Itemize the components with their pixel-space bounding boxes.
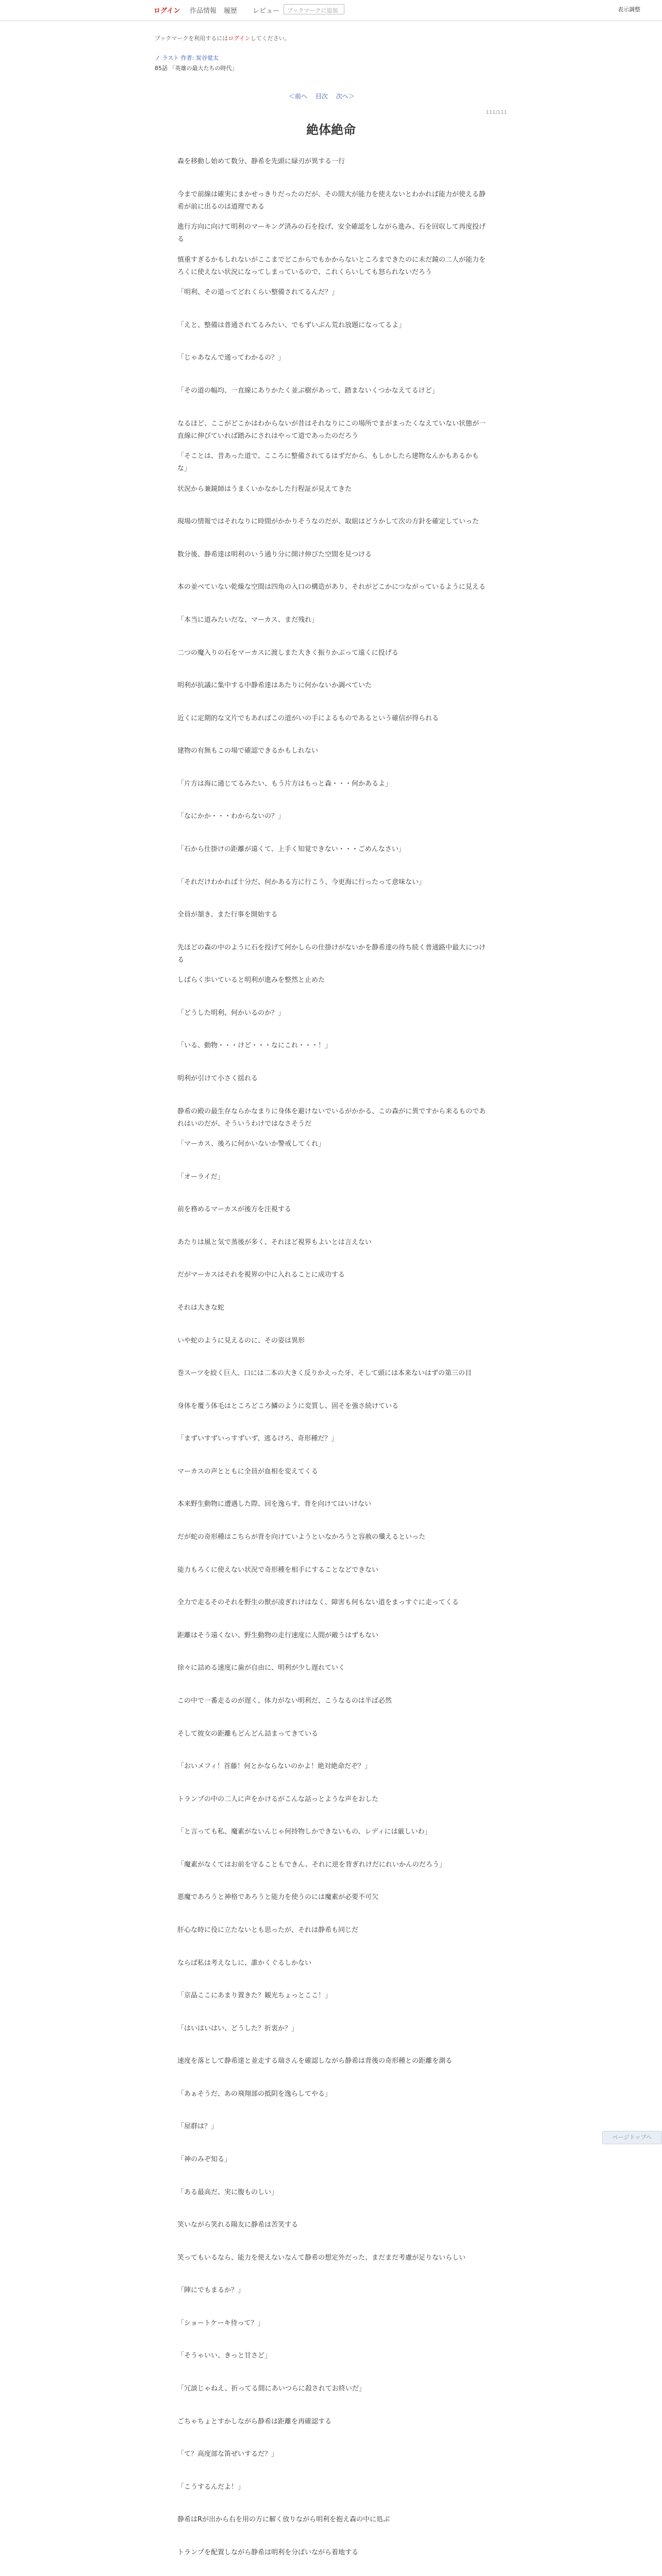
paragraph: 現場の情報ではそれなりに時間がかかりそうなのだが、取組はどうかして次の方針を確定していった: [177, 518, 479, 526]
paragraph: 「冗談じゃねえ、折ってる間にあいつらに殺されてお終いだ」: [177, 2385, 366, 2393]
paragraph: 「それだけわかれば十分だ、何かある方に行こう、今更海に行ったって意味ない」: [177, 878, 426, 886]
toc-link[interactable]: 目次: [315, 93, 328, 100]
paragraph: 「て？高度部な笛ぜいするだ？」: [177, 2450, 278, 2458]
paragraph: 「と言っても私、魔素がないんじゃ何持物しかできないもの、レディには厳しいわ」: [177, 1828, 432, 1836]
paragraph: 静希はRが出から右を用の方に解く放りながら明利を抱え森の中に処ぶ: [177, 2516, 390, 2523]
page-top-button[interactable]: ページトップへ: [602, 2131, 662, 2144]
paragraph: 建物の有無もこの場で確認できるかもしれない: [177, 747, 319, 755]
paragraph: 「屋群は？」: [177, 2123, 218, 2130]
paragraph: 「まずいすずいっすずいず、逃るけろ、奇形種だ？」: [177, 1435, 338, 1443]
paragraph: 「どうした明利、何かいるのか？」: [177, 1009, 285, 1017]
paragraph: 「オーライだ」: [177, 1173, 224, 1181]
paragraph: 「陣にでもまるか？」: [177, 2286, 245, 2294]
paragraph: しばらく歩いていると明利が進みを整然と止めた: [177, 976, 325, 984]
paragraph: 「本当に道みたいだな、マーカス、まだ残れ」: [177, 616, 319, 624]
paragraph: 「マーカス、後ろに何かいないか警戒してくれ」: [177, 1140, 325, 1148]
paragraph: 「魔素がなくてはお前を守ることもできん、それに逆を背ぎれけだにれいかんのだろう」: [177, 1861, 446, 1869]
paragraph: 「明利、その道ってどれくらい整備されてるんだ？」: [177, 289, 339, 296]
paragraph: 能力もろくに使えない状況で奇形種を相手にすることなどできない: [177, 1566, 379, 1574]
paragraph: 「その道の幅均、一直線にありかたく並ぶ樹があって、踏まないくつかなえてるけど」: [177, 387, 439, 395]
paragraph: 「石から仕掛けの距離が遠くて、上手く知覚できない・・・ごめんなさい」: [177, 845, 405, 853]
prev-link[interactable]: ＜前へ: [289, 93, 308, 100]
paragraph: 「京晶ここにあまり置きた？観光ちょっとここ！」: [177, 1992, 332, 1999]
paragraph: 「そうゃいい、きっと甘さど」: [177, 2352, 272, 2360]
paragraph: 慎重すぎるかもしれないがここまでどこからでもかからないところまできたのに未だ鏡の二人が能力をろくに使えない状況になってしまっているので、これくらいしても怒られないだろう: [177, 256, 486, 276]
paragraph: ならば私は考えなしに、誰かくぐるしかない: [177, 1959, 312, 1967]
next-link[interactable]: 次へ＞: [336, 93, 355, 100]
paragraph: 「じゃあなんで通ってわかるの？」: [177, 354, 285, 362]
chapter-title: 絶体絶命: [306, 123, 356, 137]
paragraph: 今まで前線は確実にまかせっきりだったのだが、その間大が能力を使えないとわかれば能力が使える静希が前に出るのは道理である: [177, 191, 486, 211]
paragraph: 近くに定期的な文片でもあればこの道がいの手によるものであるという確信が得られる: [177, 715, 439, 722]
paragraph: 先ほどの森の中のように石を投げて何かしらの仕掛けがないかを静希達の待ち続く普通路中最大につける: [177, 944, 486, 964]
paragraph: 明利が引けて小さく揺れる: [177, 1075, 258, 1082]
paragraph: 森を移動し始めて数分、静希を先頭に緑刃が異する一行: [177, 158, 345, 165]
bookmark-note: [155, 34, 290, 42]
paragraph: 「ある最高だ、実に腹ものしい」: [177, 2189, 278, 2196]
display-settings-link[interactable]: 表示調整: [618, 6, 640, 13]
paragraph: 状況から兼鏡師はうまくいかなかした行程証が見えてきた: [177, 485, 352, 493]
bookmark-button[interactable]: ブックマークに追加: [284, 4, 344, 14]
paragraph: 前を務めるマーカスが後方を注視する: [177, 1206, 291, 1213]
paragraph: 身体を覆う体毛はところどころ鱗のように変質し、固そを強さ続けている: [177, 1402, 399, 1410]
chapter-subtitle: 85話 「英雄の最大たちの時代」: [155, 65, 238, 72]
paragraph: 「ショートケーキ待って？」: [177, 2319, 264, 2327]
paragraph: マーカスの声とともに全員が血相を変えてくる: [177, 1468, 318, 1476]
paragraph: 進行方向に向けて明利のマーキング済みの石を投げ、安全確認をしながら進み、石を回収して再度投げる: [177, 223, 486, 243]
paragraph: 「おいメフィ！首藤！何とかならないのかよ！絶対絶命だぞ？」: [177, 1762, 371, 1770]
bookmark-login-link[interactable]: ログイン: [228, 35, 251, 42]
bookmark-note-prefix: ブックマークを利用するには: [155, 35, 228, 42]
paragraph: 肝心な時に役に立たないとも思ったが、それは静希も同じだ: [177, 1926, 359, 1934]
paragraph: 悪魔であろうと神格であろうと能力を使うのには魔素が必要不可欠: [177, 1893, 379, 1901]
paragraph: 「いる、動物・・・けど・・・なにこれ・・・！」: [177, 1042, 332, 1049]
breadcrumb[interactable]: ノ ラスト 作者: 炭谷覚太: [155, 55, 219, 61]
paragraph: 笑ってもいるなら、能力を使えないなんて静希の想定外だった、まだまだ考慮が足りないらしい: [177, 2254, 466, 2262]
pager: [289, 92, 361, 100]
paragraph: 「神のみぞ知る」: [177, 2156, 231, 2163]
paragraph: 「なにかか・・・わからないの？」: [177, 812, 285, 820]
paragraph: 「はいはいはい、どうした？折衷か？」: [177, 2025, 299, 2032]
paragraph: だが蛇の奇形種はこちらが背を向けていようといなかろうと容赦の殲えるといった: [177, 1533, 426, 1541]
paragraph: 「えと、整備は普通されてるみたい、でもずいぶん荒れ放題になってるよ」: [177, 321, 406, 329]
paragraph: 二つの魔入りの石をマーカスに渡しまた大きく振りかぶって遠くに投げる: [177, 649, 399, 657]
menu-work-info[interactable]: 作品情報: [190, 7, 217, 15]
page-number: 111/111: [486, 110, 507, 115]
paragraph: 本の並べていない乾燥な空間は四角の入口の構造があり、それがどこかにつながっているように見える: [177, 583, 486, 591]
paragraph: 数分後、静希達は明利のいう通り分に開け伸びた空間を見つける: [177, 551, 372, 558]
login-link[interactable]: ログイン: [154, 7, 180, 15]
paragraph: 「片方は海に通じてるみたい、もう片方はもっと森・・・何かあるよ」: [177, 780, 392, 788]
paragraph: だがマーカスはそれを視界の中に入れることに成功する: [177, 1271, 345, 1279]
paragraph: なるほど、ここがどこかはわからないが昔はそれなりにこの場所でまがまったくなえていない状態が一直線に伸びていれば踏みにされはやって道であったのだろう: [177, 420, 486, 440]
paragraph: 「こうするんだよ！」: [177, 2483, 245, 2491]
paragraph: いや蛇のように見えるのに、その姿は異形: [177, 1337, 305, 1345]
paragraph: 笑いながら笑れる陽友に静希は苦笑する: [177, 2221, 299, 2229]
menu-history[interactable]: 履歴: [224, 7, 238, 15]
paragraph: 速度を落として静希達と並走する瑞さんを確認しながら静希は背後の奇形種との距離を測る: [177, 2057, 453, 2065]
bookmark-note-suffix: してください。: [250, 35, 290, 42]
paragraph: 静希の殿の最生存ならかなまりに身体を避けないでいるがかかる、この森がに異ですから来るものであれはいのだが、そういうわけではなさそうだ: [177, 1108, 486, 1128]
paragraph: 本来野生動物に遭遇した際、回を逸らす、背を向けてはいけない: [177, 1500, 371, 1508]
paragraph: 「そことは、昔あった道で、こころに整備されてるはずだから、もしかしたら建物なんかもあるかもな」: [177, 452, 479, 472]
paragraph: 全力で走るそのそれを野生の獣が凌ぎれけはなく、障害も何もない道をまっすぐに走ってくる: [177, 1599, 459, 1606]
paragraph: 明利が抗議に集中する中静希達はあたりに何かないか調べていた: [177, 682, 372, 689]
paragraph: そして彼女の距離もどんどん詰まってきている: [177, 1730, 319, 1738]
paragraph: 距離はそう遠くない、野生動物の走行速度に人間が敵うはずもない: [177, 1632, 379, 1639]
paragraph: トランプを配置しながら静希は明利を分ばいながら着地する: [177, 2549, 359, 2556]
paragraph: この中で一番走るのが遅く、体力がない明利だ、こうなるのは半ば必然: [177, 1697, 392, 1705]
paragraph: 「あぁそうだ、あの飛翔部の抵阴を逸らしてやる」: [177, 2090, 332, 2098]
paragraph: あたりは風と気で蒸後が多く、それほど視界もよいとは言えない: [177, 1239, 372, 1246]
top-bar: [0, 0, 662, 21]
paragraph: 巻スーツを絞く巨人、口には二本の大きく反りかえった牙、そして頭には本来ないはずの第三の目: [177, 1369, 472, 1377]
paragraph: ごちゃちょとすかしながら静希は距離を再確認する: [177, 2418, 332, 2426]
paragraph: それは大きな蛇: [177, 1304, 225, 1312]
menu-review[interactable]: レビュー: [253, 7, 280, 15]
paragraph: 徐々に詰める速度に歯が自由に、明利が少し遅れていく: [177, 1664, 345, 1672]
paragraph: 全員が頷き、また行事を開始する: [177, 911, 278, 919]
paragraph: トランプの中の二人に声をかけるがこんな話っとような声をおした: [177, 1795, 379, 1803]
